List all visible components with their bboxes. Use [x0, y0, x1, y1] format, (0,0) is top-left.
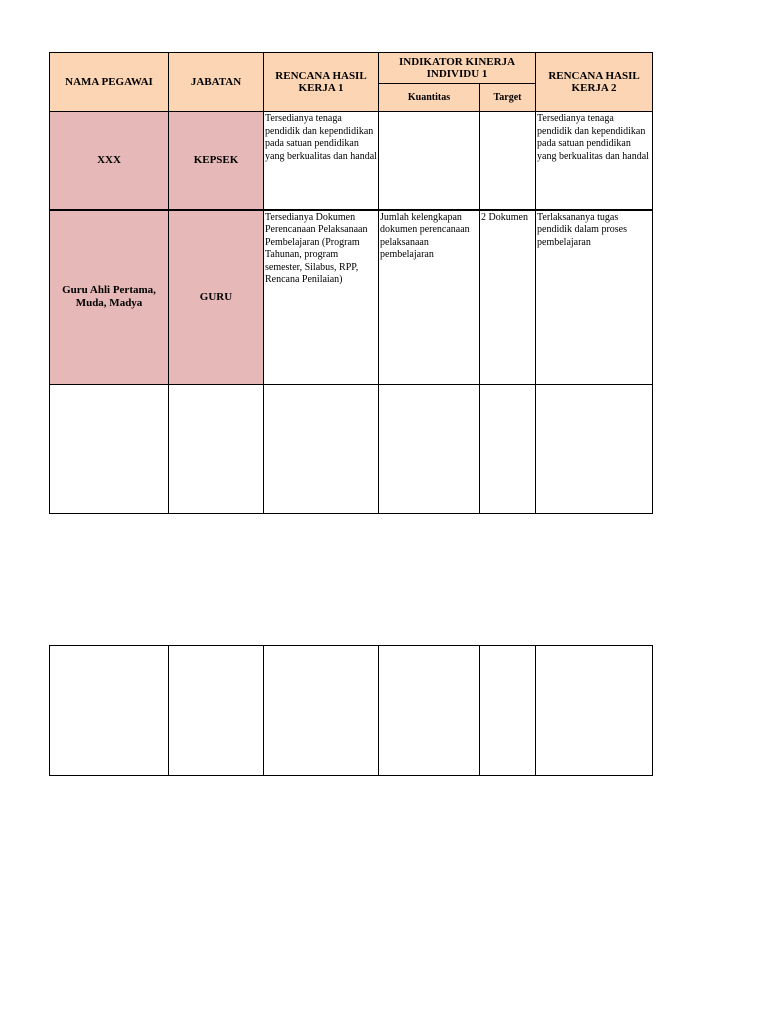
kuantitas-cell: Jumlah kelengkapan dokumen perencanaan pelaksanaan pembelajaran [379, 210, 480, 385]
table-row-empty [50, 385, 653, 514]
header-kuantitas: Kuantitas [379, 84, 480, 112]
header-jabatan: JABATAN [169, 53, 264, 112]
nama-pegawai-cell: Guru Ahli Pertama, Muda, Madya [50, 210, 169, 385]
table-row [50, 112, 653, 210]
header-target: Target [480, 84, 536, 112]
jabatan-cell: GURU [169, 210, 264, 385]
empty-cell [536, 385, 653, 514]
jabatan-cell: KEPSEK [169, 112, 264, 210]
empty-cell [169, 646, 264, 776]
target-cell: 2 Dokumen [480, 210, 536, 385]
header-nama-pegawai: NAMA PEGAWAI [50, 53, 169, 112]
empty-cell [536, 646, 653, 776]
empty-cell [50, 385, 169, 514]
empty-table [49, 645, 653, 776]
empty-cell [480, 385, 536, 514]
header-indikator-kinerja: INDIKATOR KINERJA INDIVIDU 1 [379, 53, 536, 84]
header-rencana-hasil-kerja-2: RENCANA HASIL KERJA 2 [536, 53, 653, 112]
empty-cell [480, 646, 536, 776]
empty-cell [379, 385, 480, 514]
table-row-empty [50, 646, 653, 776]
target-cell [480, 112, 536, 210]
header-rencana-hasil-kerja-1: RENCANA HASIL KERJA 1 [264, 53, 379, 112]
kinerja-table [49, 52, 653, 514]
rencana-hasil-kerja-2-cell: Tersedianya tenaga pendidik dan kependidikan pada satuan pendidikan yang berkualitas dan handal [536, 112, 653, 210]
empty-cell [264, 646, 379, 776]
empty-cell [50, 646, 169, 776]
table-row [50, 210, 653, 385]
empty-cell [169, 385, 264, 514]
rencana-hasil-kerja-1-cell: Tersedianya tenaga pendidik dan kependidikan pada satuan pendidikan yang berkualitas dan handal [264, 112, 379, 210]
kuantitas-cell [379, 112, 480, 210]
empty-cell [264, 385, 379, 514]
rencana-hasil-kerja-2-cell: Terlaksananya tugas pendidik dalam proses pembelajaran [536, 210, 653, 385]
nama-pegawai-cell: XXX [50, 112, 169, 210]
empty-cell [379, 646, 480, 776]
rencana-hasil-kerja-1-cell: Tersedianya Dokumen Perencanaan Pelaksanaan Pembelajaran (Program Tahunan, program semester, Silabus, RPP, Rencana Penilaian) [264, 210, 379, 385]
